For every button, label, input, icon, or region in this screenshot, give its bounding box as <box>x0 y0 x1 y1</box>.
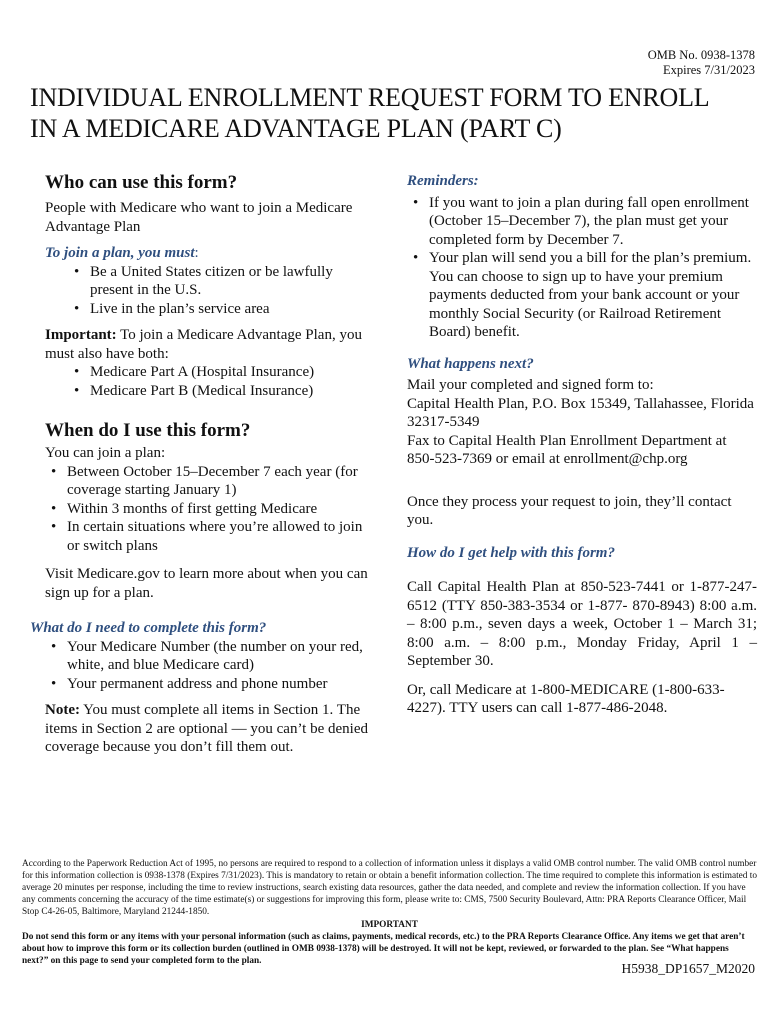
title-line-1: INDIVIDUAL ENROLLMENT REQUEST FORM TO ENROLL <box>30 83 710 112</box>
expiration-date: Expires 7/31/2023 <box>662 63 755 77</box>
visit-text: Visit Medicare.gov to learn more about when you can sign up for a plan. <box>45 566 368 601</box>
note-text: You must complete all items in Section 1. The items in Section 2 are optional — you can’t be denied coverage because you don’t fill them out. <box>45 702 368 755</box>
right-column <box>407 172 757 718</box>
form-code: H5938_DP1657_M2020 <box>621 961 755 976</box>
important-text: To join a Medicare Advantage Plan, you must also have both: <box>45 327 362 362</box>
title-line-2: IN A MEDICARE ADVANTAGE PLAN (PART C) <box>30 114 562 143</box>
parts-list <box>68 363 375 400</box>
medicare-text: Or, call Medicare at 1-800-MEDICARE (1-800-633-4227). TTY users can call 1-877-486-2048. <box>407 681 725 716</box>
list-item: • Live in the plan’s service area <box>68 300 375 319</box>
list-item: • Between October 15–December 7 each year (for coverage starting January 1) <box>45 463 375 500</box>
mail-address: Capital Health Plan, P.O. Box 15349, Tallahassee, Florida 32317-5349 <box>407 395 754 430</box>
process-text: Once they process your request to join, they’ll contact you. <box>407 493 732 528</box>
need-list <box>45 638 375 694</box>
omb-number: OMB No. 0938-1378 <box>647 48 755 62</box>
need-section <box>30 619 375 757</box>
must-heading-line <box>45 244 375 263</box>
important-label: Important: <box>45 327 117 343</box>
omb-block <box>648 48 755 78</box>
reminders-list <box>407 194 757 342</box>
list-item: • Be a United States citizen or be lawfully present in the U.S. <box>68 263 375 300</box>
list-item: • If you want to join a plan during fall open enrollment (October 15–December 7), the plan must get your completed form by December 7. <box>407 194 757 250</box>
pra-statement: According to the Paperwork Reduction Act of 1995, no persons are required to respond to a collection of information unless it displays a valid OMB control number. The valid OMB control number for this information collection is 0938-1378 (Expires 7/31/2023). This is mandatory to retain or obtain a benefit information collection. The time required to complete this information is estimated to average 20 minutes per response, including the time to review instructions, search existing data resources, gather the data needed, and complete and review the information collection. If you have any comments concerning the accuracy of the time estimate(s) or suggestions for improving this form, please write to: CMS, 7500 Security Boulevard, Attn: PRA Reports Clearance Officer, Mail Stop C4-26-05, Baltimore, Maryland 21244-1850. <box>22 859 757 917</box>
help-heading: How do I get help with this form? <box>407 544 615 561</box>
when-intro: You can join a plan: <box>45 445 166 461</box>
must-list <box>68 263 375 319</box>
left-column <box>45 172 375 602</box>
list-item: • Your Medicare Number (the number on your red, white, and blue Medicare card) <box>45 638 375 675</box>
page-title <box>30 82 740 144</box>
next-text: Mail your completed and signed form to: <box>407 377 654 393</box>
important-paragraph <box>45 326 375 363</box>
important-heading: IMPORTANT <box>361 920 418 930</box>
list-item: • Your plan will send you a bill for the plan’s premium. You can choose to sign up to have your premium payments deducted from your bank account or your monthly Social Security (or Railroad Retirement Board) benefit. <box>407 249 757 342</box>
list-item: • Within 3 months of first getting Medicare <box>45 500 375 519</box>
must-heading: To join a plan, you must <box>45 245 195 261</box>
who-heading: Who can use this form? <box>45 172 238 193</box>
note-label: Note: <box>45 702 80 718</box>
when-heading: When do I use this form? <box>45 420 251 441</box>
important-notice: Do not send this form or any items with your personal information (such as claims, payments, medical records, etc.) to the PRA Reports Clearance Office. Any items we get that aren’t about how to improve this form or its collection burden (outlined in OMB 0938-1378) will be destroyed. It will not be kept, reviewed, or forwarded to the plan. See “What happens next?” on this page to send your completed form to the plan. <box>22 932 745 966</box>
list-item: • Medicare Part A (Hospital Insurance) <box>68 363 375 382</box>
note-paragraph <box>45 701 375 757</box>
who-text: People with Medicare who want to join a Medicare Advantage Plan <box>45 200 353 235</box>
footer <box>22 858 757 967</box>
reminders-heading: Reminders: <box>407 173 479 189</box>
must-colon: : <box>194 245 199 261</box>
fax-email-text: Fax to Capital Health Plan Enrollment Department at 850-523-7369 or email at enrollment@chp.org <box>407 432 727 467</box>
next-heading: What happens next? <box>407 355 534 372</box>
list-item: • Medicare Part B (Medical Insurance) <box>68 382 375 401</box>
list-item: • In certain situations where you’re allowed to join or switch plans <box>45 518 375 555</box>
need-heading: What do I need to complete this form? <box>30 620 267 636</box>
when-list <box>45 463 375 556</box>
help-text: Call Capital Health Plan at 850-523-7441 or 1-877-247-6512 (TTY 850-383-3534 or 1-877- 870-8943) 8:00 a.m. – 8:00 p.m., seven days a week, October 1 – March 31; 8:00 a.m. – 8:00 p.m., Monday Friday, April 1 – September 30. <box>407 579 757 669</box>
list-item: • Your permanent address and phone number <box>45 675 375 694</box>
